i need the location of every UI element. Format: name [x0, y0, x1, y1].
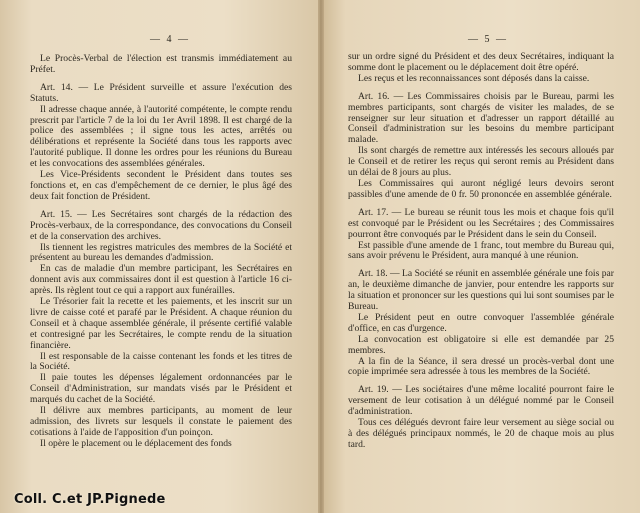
paragraph: Il paie toutes les dépenses légalement ordonnancées par le Conseil d'Administration, sur mandats visés par le Président et marqués du cachet de la Société. — [30, 372, 292, 406]
paragraph: Ils sont chargés de remettre aux intéressés les secours alloués par le Conseil et de retirer les reçus qui seront remis au Président dans un délai de 8 jours au plus. — [348, 145, 614, 179]
collection-watermark: Coll. C.et JP.Pignede — [14, 492, 166, 507]
paragraph: Il adresse chaque année, à l'autorité compétente, le compte rendu prescrit par l'article 7 de la loi du 1er Avril 1898. Il est chargé de la police des assemblées ; il signe tous les actes, arrêtés ou délibérations et représente la Société dans tous les rapports avec l'autorité publique. Il donne les ordres pour les réunions du Bureau et les convocations des assemblées générales. — [30, 103, 292, 170]
page-number-4: — 4 — — [150, 34, 190, 45]
paragraph: Il délivre aux membres participants, au moment de leur admission, des livrets sur lesquels il constate le paiement des cotisations à l'aide de l'apposition d'un poinçon. — [30, 405, 292, 438]
paragraph: Il est responsable de la caisse contenant les fonds et les titres de la Société. — [30, 350, 292, 373]
paragraph: Est passible d'une amende de 1 franc, tout membre du Bureau qui, sans avoir prévenu le Président, aura manqué à une réunion. — [348, 239, 614, 262]
article-16: Art. 16. — Les Commissaires choisis par le Bureau, parmi les membres participants, sont chargés de visiter les malades, de se renseigner sur leur situation et d'adresser un rapport détaillé au Conseil d'administration sur les besoins du membre participant malade. — [348, 90, 614, 146]
paragraph: Il opère le placement ou le déplacement des fonds — [40, 437, 232, 449]
left-page-text — [30, 54, 292, 450]
paragraph: sur un ordre signé du Président et des deux Secrétaires, indiquant la somme dont le placement ou le déplacement doit être opéré. — [348, 51, 614, 73]
right-page-text — [348, 52, 614, 451]
article-14: Art. 14. — Le Président surveille et assure l'exécution des Statuts. — [30, 81, 292, 104]
paragraph: Le Procès-Verbal de l'élection est transmis immédiatement au Préfet. — [30, 53, 292, 75]
paragraph: Ils tiennent les registres matricules des membres de la Société et présentent au bureau les demandes d'admission. — [30, 241, 292, 264]
paragraph: La convocation est obligatoire si elle est demandée par 25 membres. — [348, 333, 614, 356]
paragraph: Tous ces délégués devront faire leur versement au siège social ou à des délégués principaux nommés, le 20 de chaque mois au plus tard. — [348, 417, 614, 450]
paragraph: Le Président peut en outre convoquer l'assemblée générale d'office, en cas d'urgence. — [348, 311, 614, 334]
article-18: Art. 18. — La Société se réunit en assemblée générale une fois par an, le deuxième dimanche de janvier, pour entendre les rapports sur la situation et prononcer sur les questions qui lui sont soumises par le Bureau. — [348, 268, 614, 313]
paragraph: Les reçus et les reconnaissances sont déposés dans la caisse. — [358, 72, 590, 84]
book-gutter — [318, 0, 324, 513]
article-15: Art. 15. — Les Secrétaires sont chargés de la rédaction des Procès-verbaux, de la correspondance, des convocations du Conseil et de la conservation des archives. — [30, 208, 292, 242]
right-page — [320, 0, 640, 513]
paragraph: Les Commissaires qui auront négligé leurs devoirs seront passibles d'une amende de 0 fr. 50 prononcée en assemblée générale. — [348, 177, 614, 200]
paragraph: En cas de maladie d'un membre participant, les Secrétaires en donnent avis aux commissaires dont il est question à l'article 16 ci-après. Ils règlent tout ce qui a rapport aux funérailles. — [30, 263, 292, 297]
article-17: Art. 17. — Le bureau se réunit tous les mois et chaque fois qu'il est convoqué par le Président ou les Secrétaires ; des Commissaires pourront être convoqués par le Président dans le sein du Conseil. — [348, 206, 614, 240]
paragraph: A la fin de la Séance, il sera dressé un procès-verbal dont une copie imprimée sera adressée à tous les membres de la Société. — [348, 355, 614, 378]
paragraph: Les Vice-Présidents secondent le Président dans toutes ses fonctions et, en cas d'empêchement de ce dernier, le plus âgé des deux fait fonction de Président. — [30, 169, 292, 202]
article-19: Art. 19. — Les sociétaires d'une même localité pourront faire le versement de leur cotisation à un délégué nommé par le Conseil d'administration. — [348, 384, 614, 418]
page-number-5: — 5 — — [468, 34, 508, 45]
paragraph: Le Trésorier fait la recette et les paiements, et les inscrit sur un livre de caisse coté et parafé par le Président. A chaque réunion du Conseil et à chaque assemblée générale, il présente certifié valable et contresigné par les Secrétaires, le compte rendu de la situation financière. — [30, 296, 292, 351]
